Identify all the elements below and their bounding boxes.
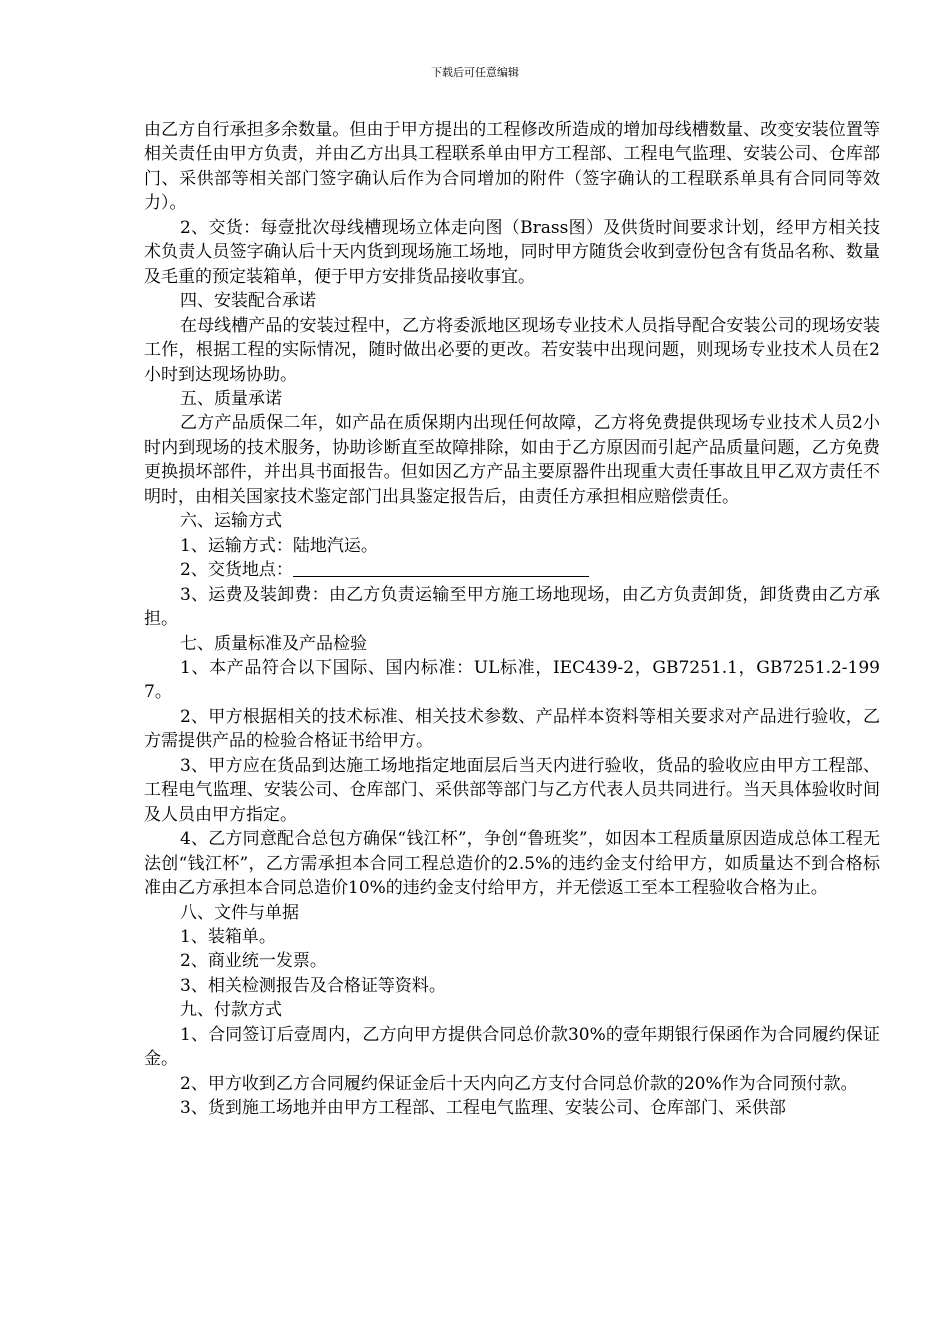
paragraph	[144, 1096, 880, 1120]
paragraph-text: 1、装箱单。	[180, 926, 276, 947]
paragraph	[144, 216, 880, 289]
paragraph-text: 3、甲方应在货品到达施工场地指定地面层后当天内进行验收，货品的验收应由甲方工程部、工程电气监理、安装公司、仓库部门、采供部等部门与乙方代表人员共同进行。当天具体验收时间及人员由甲方指定。	[144, 755, 880, 825]
paragraph-text: 七、质量标准及产品检验	[180, 633, 367, 654]
page-header: 下载后可任意编辑	[431, 66, 519, 79]
paragraph-text: 3、相关检测报告及合格证等资料。	[180, 975, 446, 996]
paragraph	[144, 705, 880, 754]
paragraph	[144, 411, 880, 509]
paragraph-text: 3、运费及装卸费：由乙方负责运输至甲方施工场地现场，由乙方负责卸货，卸货费由乙方承担。	[144, 584, 880, 630]
paragraph-text: 由乙方自行承担多余数量。但由于甲方提出的工程修改所造成的增加母线槽数量、改变安装位置等相关责任由甲方负责，并由乙方出具工程联系单由甲方工程部、工程电气监理、安装公司、仓库部门、采供部等相关部门签字确认后作为合同增加的附件（签字确认的工程联系单具有合同同等效力）。	[144, 120, 880, 214]
paragraph-text: 六、运输方式	[180, 511, 282, 532]
paragraph-text: 1、运输方式：陆地汽运。	[180, 535, 378, 556]
paragraph	[144, 901, 880, 925]
paragraph	[144, 509, 880, 533]
paragraph	[144, 656, 880, 705]
paragraph-text: 2、交货地点：	[180, 560, 293, 581]
paragraph-text: 1、本产品符合以下国际、国内标准：UL标准，IEC439-2，GB7251.1，GB7251.2-1997。	[144, 657, 880, 703]
paragraph	[144, 998, 880, 1022]
paragraph-text: 乙方产品质保二年，如产品在质保期内出现任何故障，乙方将免费提供现场专业技术人员2小时内到现场的技术服务，协助诊断直至故障排除，如由于乙方原因而引起产品质量问题，乙方免费更换损坏部件，并出具书面报告。但如因乙方产品主要原器件出现重大责任事故且甲乙双方责任不明时，由相关国家技术鉴定部门出具鉴定报告后，由责任方承担相应赔偿责任。	[144, 413, 880, 507]
paragraph	[144, 534, 880, 558]
paragraph	[144, 558, 880, 582]
paragraph	[144, 632, 880, 656]
paragraph-text: 在母线槽产品的安装过程中，乙方将委派地区现场专业技术人员指导配合安装公司的现场安装工作，根据工程的实际情况，随时做出必要的更改。若安装中出现问题，则现场专业技术人员在2小时到达现场协助。	[144, 315, 880, 385]
paragraph	[144, 754, 880, 827]
paragraph	[144, 1023, 880, 1072]
paragraph-text: 3、货到施工场地并由甲方工程部、工程电气监理、安装公司、仓库部门、采供部	[180, 1098, 786, 1119]
paragraph-text: 2、交货：每壹批次母线槽现场立体走向图（Brass图）及供货时间要求计划，经甲方相关技术负责人员签字确认后十天内货到现场施工场地，同时甲方随货会收到壹份包含有货品名称、数量及毛重的预定装箱单，便于甲方安排货品接收事宜。	[144, 217, 880, 287]
paragraph-text: 2、甲方收到乙方合同履约保证金后十天内向乙方支付合同总价款的20%作为合同预付款。	[180, 1073, 858, 1094]
paragraph	[144, 387, 880, 411]
paragraph-text: 五、质量承诺	[180, 388, 282, 409]
paragraph	[144, 314, 880, 387]
paragraph-text: 1、合同签订后壹周内，乙方向甲方提供合同总价款30%的壹年期银行保函作为合同履约保证金。	[144, 1024, 880, 1070]
paragraph	[144, 827, 880, 900]
paragraph-text: 九、付款方式	[180, 1000, 282, 1021]
paragraph	[144, 289, 880, 313]
paragraph-text: 2、甲方根据相关的技术标准、相关技术参数、产品样本资料等相关要求对产品进行验收，乙方需提供产品的检验合格证书给甲方。	[144, 706, 880, 752]
paragraph	[144, 974, 880, 998]
paragraph-text: 四、安装配合承诺	[180, 291, 316, 312]
paragraph-text: 4、乙方同意配合总包方确保“钱江杯”，争创“鲁班奖”，如因本工程质量原因造成总体工程无法创“钱江杯”，乙方需承担本合同工程总造价的2.5%的违约金支付给甲方，如质量达不到合格标准由乙方承担本合同总造价10%的违约金支付给甲方，并无偿返工至本工程验收合格为止。	[144, 829, 880, 899]
paragraph	[144, 925, 880, 949]
paragraph-text: 八、文件与单据	[180, 902, 299, 923]
paragraph	[144, 1072, 880, 1096]
document-body	[144, 118, 880, 1121]
paragraph	[144, 118, 880, 216]
paragraph-text: 2、商业统一发票。	[180, 951, 327, 972]
delivery-location-blank	[293, 560, 589, 577]
paragraph	[144, 949, 880, 973]
paragraph	[144, 583, 880, 632]
